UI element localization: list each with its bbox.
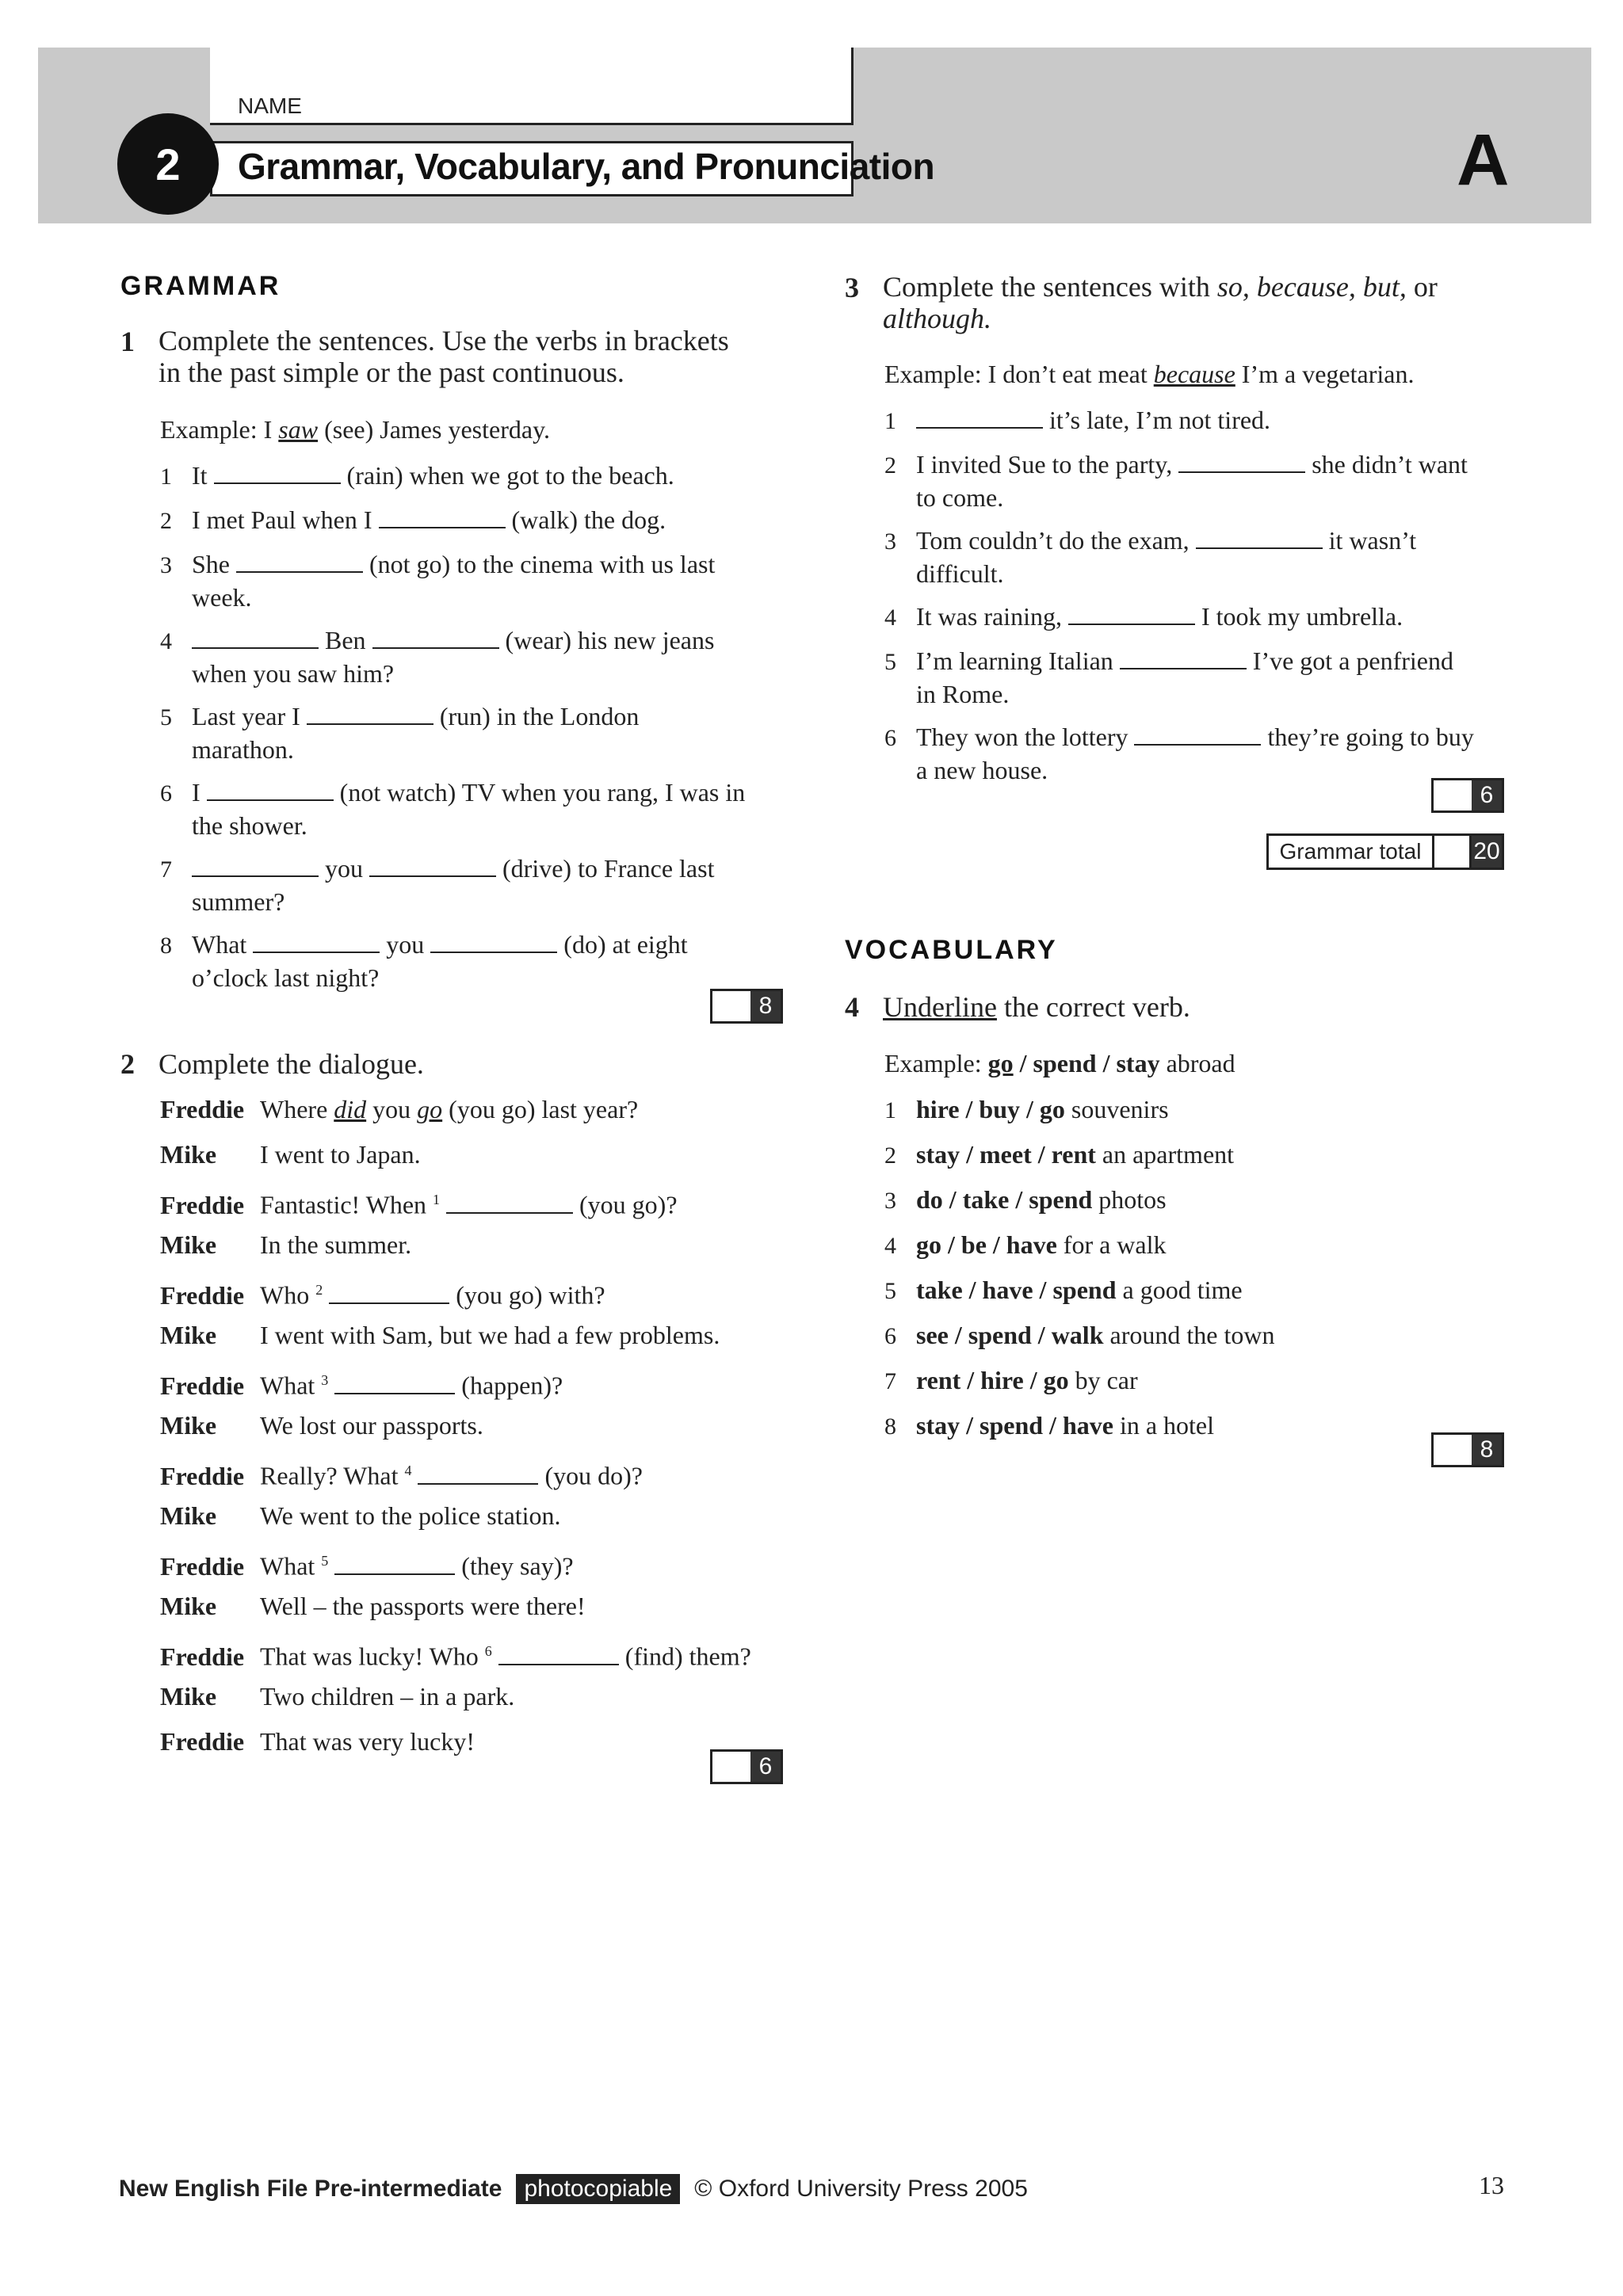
score-box bbox=[1431, 1432, 1504, 1467]
item-text: Tom couldn’t do the exam, bbox=[916, 526, 1196, 555]
list-item bbox=[884, 1229, 1167, 1262]
dialogue-line bbox=[160, 1409, 483, 1441]
answer-blank[interactable] bbox=[307, 703, 433, 725]
instruction-text: the correct verb. bbox=[996, 991, 1190, 1023]
list-item bbox=[884, 721, 1474, 786]
item-text: (rain) when we got to the beach. bbox=[340, 461, 674, 490]
item-text: I’ve got a penfriend bbox=[1246, 646, 1453, 675]
name-field[interactable] bbox=[210, 48, 854, 125]
list-item bbox=[884, 1364, 1138, 1398]
answer-blank[interactable] bbox=[446, 1192, 573, 1214]
answer-blank[interactable] bbox=[1196, 527, 1323, 549]
example-text: Example: bbox=[884, 1049, 988, 1077]
dialogue-line bbox=[160, 1093, 638, 1125]
list-item bbox=[884, 1409, 1214, 1443]
dialogue-text: In the summer. bbox=[260, 1230, 412, 1259]
exercise-4-number: 4 bbox=[845, 991, 859, 1023]
example-answer: saw bbox=[278, 415, 319, 444]
answer-blank[interactable] bbox=[1134, 723, 1261, 746]
instruction-line: Complete the sentences. Use the verbs in brackets bbox=[158, 325, 729, 357]
dialogue-text: That was lucky! Who bbox=[260, 1642, 485, 1671]
list-item bbox=[160, 548, 715, 613]
speaker-name: Freddie bbox=[160, 1095, 245, 1123]
exercise-1-example bbox=[160, 414, 550, 445]
dialogue-text: (find) them? bbox=[618, 1642, 751, 1671]
item-number: 4 bbox=[884, 1233, 896, 1259]
item-number: 2 bbox=[160, 508, 172, 534]
speaker-name: Freddie bbox=[160, 1642, 245, 1671]
grammar-total-empty[interactable] bbox=[1434, 836, 1472, 868]
dialogue-text: Fantastic! When bbox=[260, 1190, 433, 1219]
dialogue-text: (you go)? bbox=[573, 1190, 678, 1219]
exercise-3-instruction bbox=[883, 271, 1438, 334]
score-value: 6 bbox=[1472, 780, 1502, 810]
dialogue-text: Really? What bbox=[260, 1461, 405, 1490]
instruction-text: or bbox=[1406, 271, 1438, 303]
list-item bbox=[884, 448, 1468, 513]
grammar-total-value: 20 bbox=[1472, 836, 1502, 868]
example-answer: go bbox=[987, 1049, 1014, 1077]
item-text: (wear) his new jeans bbox=[498, 626, 715, 654]
item-text: It was raining, bbox=[916, 602, 1068, 631]
score-value: 6 bbox=[750, 1752, 781, 1782]
name-label: NAME bbox=[238, 93, 302, 118]
score-value: 8 bbox=[750, 991, 781, 1021]
item-number: 4 bbox=[884, 605, 896, 631]
speaker-name: Mike bbox=[160, 1411, 217, 1440]
exercise-1-instruction bbox=[158, 325, 729, 388]
gap-number: 1 bbox=[433, 1192, 441, 1207]
list-item bbox=[884, 1093, 1169, 1127]
dialogue-line bbox=[160, 1274, 605, 1311]
dialogue-text: What bbox=[260, 1371, 322, 1400]
footer bbox=[119, 2174, 1028, 2204]
verb-options[interactable]: see / spend / walk bbox=[916, 1321, 1104, 1349]
vocabulary-heading: VOCABULARY bbox=[845, 935, 1058, 965]
item-number: 3 bbox=[884, 1188, 896, 1214]
item-text: souvenirs bbox=[1064, 1095, 1169, 1123]
dialogue-text: Who bbox=[260, 1280, 316, 1310]
list-item bbox=[160, 700, 639, 765]
item-text: o’clock last night? bbox=[192, 963, 380, 992]
item-text: marathon. bbox=[192, 735, 294, 764]
example-text: I’m a vegetarian. bbox=[1235, 360, 1415, 388]
item-text: a new house. bbox=[916, 756, 1048, 784]
item-text: you bbox=[380, 930, 431, 959]
page-number: 13 bbox=[1479, 2171, 1504, 2199]
item-number: 8 bbox=[160, 933, 172, 959]
item-number: 8 bbox=[884, 1413, 896, 1440]
speaker-name: Mike bbox=[160, 1682, 217, 1711]
item-text: they’re going to buy bbox=[1261, 723, 1474, 751]
list-item bbox=[884, 645, 1453, 710]
item-text: (drive) to France last bbox=[496, 854, 715, 883]
item-text: a good time bbox=[1116, 1276, 1243, 1304]
item-text: week. bbox=[192, 583, 252, 612]
answer-blank[interactable] bbox=[253, 931, 380, 953]
item-number: 5 bbox=[884, 649, 896, 675]
item-text: when you saw him? bbox=[192, 659, 395, 688]
dialogue-text: What bbox=[260, 1551, 322, 1581]
version-letter: A bbox=[1457, 120, 1510, 200]
instruction-words: although. bbox=[883, 303, 992, 334]
item-text: (not watch) TV when you rang, I was in bbox=[333, 778, 746, 807]
answer-blank[interactable] bbox=[1068, 603, 1195, 625]
item-text: (do) at eight bbox=[557, 930, 688, 959]
score-box bbox=[1431, 778, 1504, 813]
dialogue-text: We went to the police station. bbox=[260, 1501, 561, 1530]
verb-options[interactable]: go / be / have bbox=[916, 1230, 1057, 1259]
speaker-name: Freddie bbox=[160, 1190, 245, 1219]
item-text: for a walk bbox=[1056, 1230, 1167, 1259]
item-text: I’m learning Italian bbox=[916, 646, 1120, 675]
exercise-1-number: 1 bbox=[120, 326, 135, 357]
item-number: 5 bbox=[160, 704, 172, 730]
item-text: in Rome. bbox=[916, 680, 1010, 708]
gap-number: 5 bbox=[321, 1553, 329, 1569]
dialogue-text: (you do)? bbox=[538, 1461, 643, 1490]
dialogue-line bbox=[160, 1726, 475, 1757]
verb-options[interactable]: take / have / spend bbox=[916, 1276, 1117, 1304]
list-item bbox=[160, 504, 666, 537]
answer-blank[interactable] bbox=[192, 855, 319, 877]
item-text: Ben bbox=[319, 626, 372, 654]
answer-blank[interactable] bbox=[334, 1553, 455, 1575]
item-text: (not go) to the cinema with us last bbox=[363, 550, 716, 578]
gap-number: 4 bbox=[404, 1463, 412, 1478]
item-number: 4 bbox=[160, 628, 172, 654]
example-text: abroad bbox=[1159, 1049, 1235, 1077]
item-text: you bbox=[319, 854, 369, 883]
exercise-3-number: 3 bbox=[845, 272, 859, 303]
speaker-name: Mike bbox=[160, 1230, 217, 1259]
item-text: it wasn’t bbox=[1322, 526, 1417, 555]
dialogue-text: Well – the passports were there! bbox=[260, 1592, 586, 1620]
item-number: 3 bbox=[884, 528, 896, 555]
dialogue-line bbox=[160, 1138, 421, 1170]
item-number: 3 bbox=[160, 552, 172, 578]
instruction-words: so, because, but, bbox=[1216, 271, 1407, 303]
dialogue-text: I went to Japan. bbox=[260, 1140, 421, 1169]
list-item bbox=[160, 776, 745, 841]
item-number: 2 bbox=[884, 1142, 896, 1169]
unit-number-badge: 2 bbox=[117, 113, 219, 215]
speaker-name: Mike bbox=[160, 1501, 217, 1530]
item-number: 1 bbox=[884, 1097, 896, 1123]
score-value: 8 bbox=[1472, 1435, 1502, 1465]
dialogue-text: I went with Sam, but we had a few problems. bbox=[260, 1321, 720, 1349]
score-box bbox=[710, 989, 783, 1024]
exercise-2-instruction: Complete the dialogue. bbox=[158, 1048, 424, 1080]
answer-blank[interactable] bbox=[334, 1372, 455, 1394]
list-item bbox=[884, 1319, 1274, 1352]
page-title: Grammar, Vocabulary, and Pronunciation bbox=[238, 146, 935, 187]
item-text: They won the lottery bbox=[916, 723, 1135, 751]
item-text: What bbox=[192, 930, 254, 959]
instruction-line: in the past simple or the past continuous. bbox=[158, 357, 624, 388]
dialogue-text: (you go) last year? bbox=[442, 1095, 639, 1123]
item-number: 7 bbox=[884, 1368, 896, 1394]
grammar-heading: GRAMMAR bbox=[120, 271, 281, 301]
dialogue-line bbox=[160, 1455, 643, 1492]
example-answer: did bbox=[334, 1095, 367, 1123]
exercise-2-number: 2 bbox=[120, 1048, 135, 1080]
speaker-name: Freddie bbox=[160, 1371, 245, 1400]
dialogue-text: (you go) with? bbox=[449, 1280, 605, 1310]
verb-options[interactable]: rent / hire / go bbox=[916, 1366, 1069, 1394]
copyright: © Oxford University Press 2005 bbox=[694, 2176, 1028, 2202]
example-answer: because bbox=[1153, 360, 1235, 388]
list-item bbox=[884, 1138, 1234, 1172]
item-text: summer? bbox=[192, 887, 285, 916]
list-item bbox=[160, 929, 688, 994]
speaker-name: Mike bbox=[160, 1140, 217, 1169]
answer-blank[interactable] bbox=[430, 931, 557, 953]
dialogue-text: (happen)? bbox=[455, 1371, 563, 1400]
dialogue-line bbox=[160, 1545, 574, 1582]
answer-blank[interactable] bbox=[916, 406, 1043, 429]
item-text: difficult. bbox=[916, 559, 1004, 588]
speaker-name: Freddie bbox=[160, 1280, 245, 1310]
gap-number: 6 bbox=[484, 1643, 492, 1659]
grammar-total-box bbox=[1266, 833, 1504, 870]
verb-options[interactable]: stay / meet / rent bbox=[916, 1140, 1096, 1169]
example-answer: go bbox=[417, 1095, 443, 1123]
answer-blank[interactable] bbox=[498, 1643, 619, 1665]
list-item bbox=[160, 460, 674, 493]
list-item bbox=[884, 1184, 1167, 1217]
dialogue-text: Two children – in a park. bbox=[260, 1682, 515, 1711]
example-text: (see) James yesterday. bbox=[318, 415, 550, 444]
item-text: Last year I bbox=[192, 702, 307, 730]
item-number: 1 bbox=[160, 463, 172, 490]
book-title: New English File Pre-intermediate bbox=[119, 2176, 502, 2202]
item-text: in a hotel bbox=[1113, 1411, 1215, 1440]
list-item bbox=[160, 624, 714, 689]
dialogue-line bbox=[160, 1590, 586, 1622]
example-options: / spend / stay bbox=[1013, 1049, 1160, 1077]
item-text: it’s late, I’m not tired. bbox=[1043, 406, 1271, 434]
answer-blank[interactable] bbox=[329, 1282, 449, 1304]
item-text: I met Paul when I bbox=[192, 505, 379, 534]
item-text: she didn’t want bbox=[1305, 450, 1468, 479]
gap-number: 3 bbox=[321, 1372, 329, 1388]
speaker-name: Freddie bbox=[160, 1551, 245, 1581]
grammar-total-label: Grammar total bbox=[1269, 836, 1434, 868]
item-text: I took my umbrella. bbox=[1194, 602, 1403, 631]
answer-blank[interactable] bbox=[1178, 451, 1305, 473]
exercise-3-example bbox=[884, 358, 1414, 390]
item-text: by car bbox=[1068, 1366, 1138, 1394]
speaker-name: Freddie bbox=[160, 1727, 245, 1756]
item-text: I invited Sue to the party, bbox=[916, 450, 1179, 479]
item-number: 2 bbox=[884, 452, 896, 479]
item-text: an apartment bbox=[1095, 1140, 1235, 1169]
item-text: photos bbox=[1092, 1185, 1167, 1214]
list-item bbox=[884, 1274, 1243, 1307]
verb-options[interactable]: stay / spend / have bbox=[916, 1411, 1113, 1440]
dialogue-text: Where bbox=[260, 1095, 334, 1123]
score-empty[interactable] bbox=[1434, 780, 1472, 810]
dialogue-text: you bbox=[366, 1095, 418, 1123]
item-text: (run) in the London bbox=[433, 702, 640, 730]
score-box bbox=[710, 1749, 783, 1784]
item-text: (walk) the dog. bbox=[505, 505, 666, 534]
exercise-4-instruction bbox=[883, 990, 1190, 1024]
gap-number: 2 bbox=[315, 1282, 323, 1298]
answer-blank[interactable] bbox=[372, 627, 499, 649]
answer-blank[interactable] bbox=[379, 506, 506, 528]
example-text: Example: I don’t eat meat bbox=[884, 360, 1154, 388]
photocopiable-badge: photocopiable bbox=[516, 2174, 680, 2204]
item-number: 7 bbox=[160, 856, 172, 883]
dialogue-line bbox=[160, 1319, 720, 1351]
item-text: to come. bbox=[916, 483, 1004, 512]
verb-options[interactable]: do / take / spend bbox=[916, 1185, 1093, 1214]
list-item bbox=[160, 852, 714, 917]
dialogue-line bbox=[160, 1500, 561, 1531]
instruction-underlined: Underline bbox=[883, 991, 997, 1023]
speaker-name: Mike bbox=[160, 1592, 217, 1620]
dialogue-line bbox=[160, 1229, 411, 1261]
dialogue-line bbox=[160, 1680, 514, 1712]
item-number: 5 bbox=[884, 1278, 896, 1304]
answer-blank[interactable] bbox=[214, 462, 341, 484]
verb-options[interactable]: hire / buy / go bbox=[916, 1095, 1065, 1123]
score-empty[interactable] bbox=[712, 1752, 750, 1782]
item-number: 6 bbox=[884, 725, 896, 751]
item-text: It bbox=[192, 461, 214, 490]
speaker-name: Freddie bbox=[160, 1461, 245, 1490]
score-empty[interactable] bbox=[1434, 1435, 1472, 1465]
answer-blank[interactable] bbox=[418, 1463, 538, 1485]
answer-blank[interactable] bbox=[236, 551, 363, 573]
exercise-4-example bbox=[884, 1047, 1235, 1079]
example-text: Example: I bbox=[160, 415, 279, 444]
item-text: She bbox=[192, 550, 236, 578]
item-number: 1 bbox=[884, 408, 896, 434]
item-number: 6 bbox=[160, 780, 172, 807]
item-text: the shower. bbox=[192, 811, 307, 840]
item-text: I bbox=[192, 778, 207, 807]
answer-blank[interactable] bbox=[207, 779, 334, 801]
dialogue-line bbox=[160, 1364, 563, 1402]
dialogue-text: We lost our passports. bbox=[260, 1411, 483, 1440]
score-empty[interactable] bbox=[712, 991, 750, 1021]
list-item bbox=[884, 524, 1416, 589]
answer-blank[interactable] bbox=[369, 855, 496, 877]
dialogue-text: (they say)? bbox=[455, 1551, 574, 1581]
list-item bbox=[884, 601, 1403, 634]
speaker-name: Mike bbox=[160, 1321, 217, 1349]
item-number: 6 bbox=[884, 1323, 896, 1349]
dialogue-line bbox=[160, 1184, 678, 1221]
answer-blank[interactable] bbox=[1120, 647, 1247, 669]
answer-blank[interactable] bbox=[192, 627, 319, 649]
dialogue-line bbox=[160, 1635, 751, 1672]
dialogue-text: That was very lucky! bbox=[260, 1727, 475, 1756]
item-text: around the town bbox=[1103, 1321, 1275, 1349]
list-item bbox=[884, 404, 1270, 437]
instruction-text: Complete the sentences with bbox=[883, 271, 1217, 303]
